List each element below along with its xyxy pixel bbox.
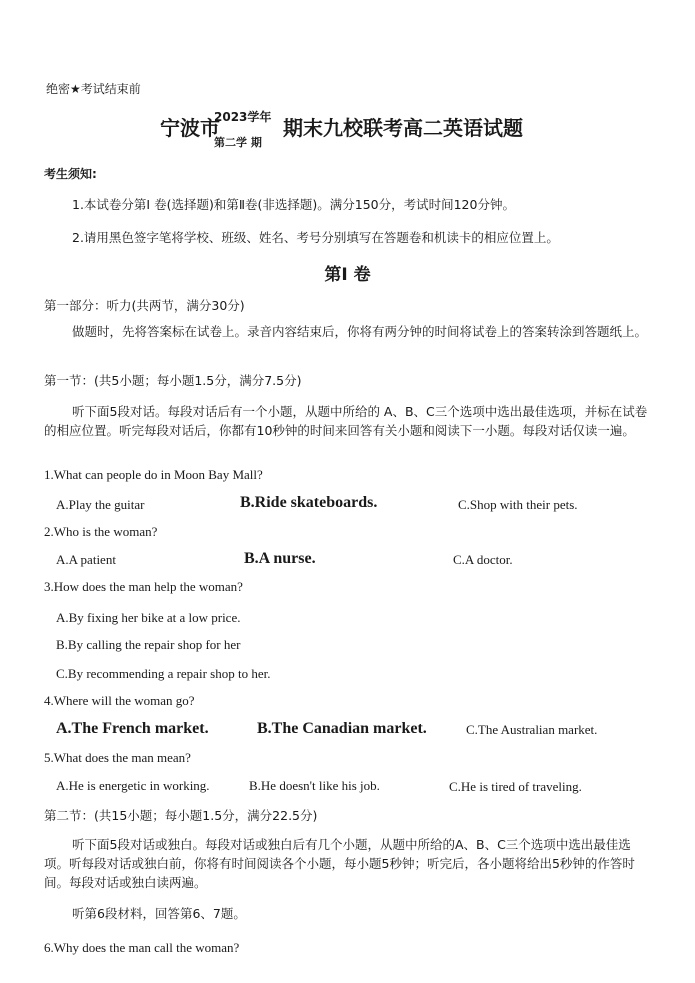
segment-6-instruction: 听第6段材料，回答第6、7题。 — [72, 906, 246, 921]
option-4a: A.The French market. — [56, 720, 209, 737]
section2-instruction: 听下面5段对话或独白。每段对话或独白后有几个小题，从题中所给的A、B、C三个选项中选出最佳选项。听每段对话或独白前，你将有时间阅读各个小题，每小题5秒钟；听完后，各小题将给出5秒钟的作答时间。每段对话或独白读两遍。 — [44, 837, 635, 890]
confidential-label: 绝密★考试结束前 — [46, 82, 141, 96]
question-3: 3.How does the man help the woman? — [44, 579, 243, 594]
option-2b: B.A nurse. — [244, 550, 316, 567]
option-1a: A.Play the guitar — [56, 497, 145, 512]
option-1b: B.Ride skateboards. — [240, 494, 378, 511]
option-1c: C.Shop with their pets. — [458, 497, 578, 512]
notice-title: 考生须知: — [44, 167, 97, 181]
exam-city: 宁波市 — [160, 116, 220, 140]
exam-year: 2023学年 — [214, 110, 272, 124]
question-6: 6.Why does the man call the woman? — [44, 940, 240, 955]
question-1: 1.What can people do in Moon Bay Mall? — [44, 467, 263, 482]
option-5a: A.He is energetic in working. — [56, 778, 210, 793]
option-3c: C.By recommending a repair shop to her. — [56, 666, 271, 681]
exam-semester: 第二学 期 — [214, 136, 262, 149]
option-4b: B.The Canadian market. — [257, 720, 427, 737]
question-5: 5.What does the man mean? — [44, 750, 191, 765]
section1-instruction: 听下面5段对话。每段对话后有一个小题，从题中所给的 A、B、C三个选项中选出最佳选项，并标在试卷的相应位置。听完每段对话后，你都有10秒钟的时间来回答有关小题和阅读下一小题。每段对话仅读一遍。 — [44, 404, 648, 438]
option-5b: B.He doesn't like his job. — [249, 778, 380, 793]
option-2a: A.A patient — [56, 552, 116, 567]
section1-title: 第一节：(共5小题；每小题1.5分，满分7.5分) — [44, 373, 302, 388]
option-4c: C.The Australian market. — [466, 722, 598, 737]
exam-title: 期末九校联考高二英语试题 — [283, 116, 523, 140]
option-2c: C.A doctor. — [453, 552, 513, 567]
part1-title: 第一部分：听力(共两节，满分30分) — [44, 298, 245, 313]
question-2: 2.Who is the woman? — [44, 524, 158, 539]
question-4: 4.Where will the woman go? — [44, 693, 195, 708]
option-5c: C.He is tired of traveling. — [449, 779, 582, 794]
option-3a: A.By fixing her bike at a low price. — [56, 610, 241, 625]
notice-item: 1.本试卷分第I 卷(选择题)和第Ⅱ卷(非选择题)。满分150分，考试时间120分钟。 — [72, 197, 515, 212]
section2-title: 第二节：(共15小题；每小题1.5分，满分22.5分) — [44, 808, 318, 823]
volume-title: 第I 卷 — [324, 265, 371, 285]
part1-instruction: 做题时，先将答案标在试卷上。录音内容结束后，你将有两分钟的时间将试卷上的答案转涂到答题纸上。 — [72, 324, 648, 339]
option-3b: B.By calling the repair shop for her — [56, 637, 241, 652]
notice-item: 2.请用黑色签字笔将学校、班级、姓名、考号分别填写在答题卷和机读卡的相应位置上。 — [72, 230, 559, 245]
